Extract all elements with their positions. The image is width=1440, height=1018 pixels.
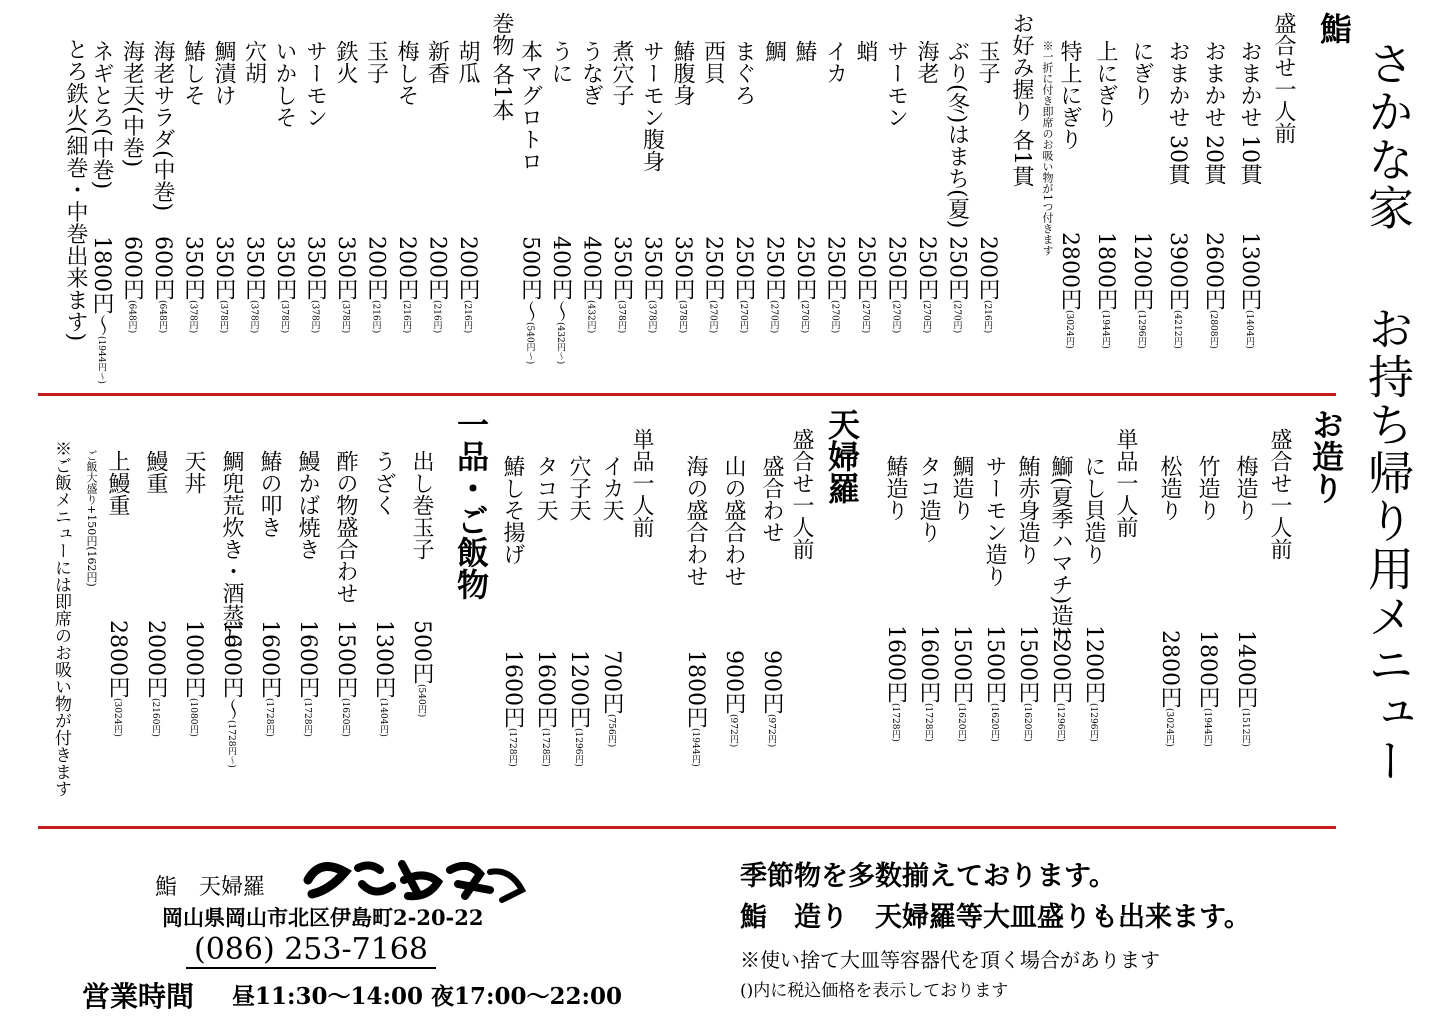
otsukuri-single-price: 1500円(1620円) [982,625,1007,742]
sushi-set-price: 1200円(1296円) [1129,232,1154,349]
ippin-price: 2800円(3024円) [105,620,130,737]
sushi-set-name: おまかせ 10貫 [1237,40,1262,185]
otsukuri-single-name: 鯛造り [949,455,974,521]
tax-included-price: (270円) [921,300,931,334]
tax-included-price: (378円) [646,300,657,334]
sushi-set-price: 3900円(4212円) [1165,232,1190,349]
tax-included-price: (216円) [401,300,411,334]
sushi-heading: 鮨 [1315,12,1353,44]
maki-price: 350円(378円) [272,236,297,334]
tempura-set-name: 盛合わせ [759,455,784,543]
tempura-set-price: 900円(972円) [759,650,784,748]
tax-included-price: (1512円) [1240,708,1250,747]
tax-included-price: (270円) [860,300,870,334]
tempura-single-name: タコ天 [533,455,558,521]
okonomi-name: 本マグロトロ [517,40,543,172]
okonomi-price: 250円(270円) [914,236,939,334]
okonomi-name: 鯛 [761,40,787,62]
tax-included-price: (216円) [370,300,381,334]
okonomi-name: イカ [822,40,848,84]
maki-heading: 巻物 各1本 [489,12,514,121]
tempura-single-name: 穴子天 [566,455,591,521]
tax-included-price: (270円) [707,300,718,334]
tax-included-price: (3024円) [112,698,122,737]
maki-name: 海老サラダ(中巻) [150,40,175,212]
ippin-name: 鯛兜荒炊き・酒蒸し [219,450,244,648]
footer-tags: 鮨 天婦羅 [155,875,266,900]
tempura-set-heading: 盛合せ一人前 [789,428,814,560]
tax-included-price: (270円) [890,300,901,334]
otsukuri-single-price: 1500円(1620円) [949,625,974,742]
okonomi-price: 250円(270円) [822,236,848,334]
otsukuri-set-name: 梅造り [1233,455,1258,521]
okonomi-price: 350円(378円) [639,236,665,334]
maki-name: 胡瓜 [455,40,480,84]
tempura-set-price: 1800円(1944円) [683,650,708,767]
okonomi-name: 西貝 [700,40,726,84]
otsukuri-single-name: タコ造り [916,455,941,543]
hours-value: 昼11:30～14:00 夜17:00～22:00 [232,983,623,1010]
tax-included-price: (1728円) [507,728,517,767]
divider-bottom [38,826,1336,829]
tax-included-price: (1296円) [1136,310,1146,349]
tempura-set-name: 海の盛合わせ [683,455,708,587]
tax-included-price: (3024円) [1164,708,1174,747]
otsukuri-set-name: 竹造り [1195,455,1220,521]
ippin-name: うざく [371,450,396,516]
otsukuri-set-price: 1800円(1944円) [1195,630,1220,747]
tax-included-price: (1944円) [1202,708,1212,747]
tax-included-price: (378円) [248,300,259,334]
tax-included-price: (378円) [279,300,289,334]
otsukuri-single-heading: 単品一人前 [1113,428,1138,538]
tax-included-price: (1296円) [1055,703,1065,742]
maki-name: サーモン [302,40,328,128]
ippin-name: 鰻重 [143,450,168,494]
okonomi-name: 鰆腹身 [670,40,695,106]
tax-included-price: (1728円) [890,703,900,742]
okonomi-price: 250円(270円) [731,236,756,334]
tax-included-price: (756円) [606,714,616,748]
rice-footnote: ※ご飯メニューには即席のお吸い物が付きます [51,440,71,797]
tax-included-price: (378円) [187,300,198,334]
ippin-name: 鰆の叩き [257,450,282,538]
tax-included-price: (1404円) [1244,310,1254,349]
maki-price: 200円(216円) [424,236,450,334]
tax-included-price: (3024円) [1064,310,1074,349]
okonomi-price: 250円(270円) [853,236,878,334]
okonomi-price: 500円～(540円～) [517,236,543,365]
maki-name: 鰆しそ [180,40,206,106]
otsukuri-single-price: 1500円(1620円) [1015,625,1040,742]
container-note: ※使い捨て大皿等容器代を頂く場合があります [740,948,1160,972]
tempura-heading: 天婦羅 [823,408,861,504]
okonomi-price: 250円(270円) [700,236,726,334]
maki-price: 350円(378円) [180,236,206,334]
maki-name: 鉄火 [333,40,358,84]
maki-price: 600円(648円) [150,236,175,334]
okonomi-name: 玉子 [975,40,1000,84]
tax-included-price: (270円) [768,300,779,334]
seasonal-text-2: 鮨 造り 天婦羅等大皿盛りも出来ます。 [740,902,1251,933]
sushi-set-price: 1800円(1944円) [1093,232,1118,349]
sushi-set-name: 上にぎり [1093,40,1118,128]
okonomi-price: 350円(378円) [670,236,695,334]
tax-included-price: (1944円) [690,728,700,767]
tax-included-price: (1620円) [340,698,350,737]
shop-title: さかな家 [1361,40,1415,232]
tax-included-price: (2808円) [1208,310,1218,349]
ippin-price: 1600円～(1728円～) [219,620,244,768]
maki-price: 350円(378円) [211,236,236,334]
tax-included-price: (972円) [728,714,738,748]
okonomi-price: 350円(378円) [609,236,634,334]
okonomi-name: 煮穴子 [609,40,634,106]
ippin-price: 1600円(1728円) [295,620,320,737]
ippin-heading: 一品・ご飯物 [452,408,490,600]
otsukuri-single-name: 鰤(夏季ハマチ)造り [1048,455,1073,649]
tax-included-price: (4212円) [1172,310,1182,349]
okonomi-name: 鰆 [792,40,817,62]
tax-included-price: (432円) [585,300,596,334]
tax-included-price: (1296円) [573,728,583,767]
maki-price: 1800円～(1944円～) [89,236,114,384]
ippin-price: 1000円(1080円) [181,620,206,737]
sushi-set-heading: 盛合せ一人前 [1271,12,1296,144]
tax-included-price: (1620円) [989,703,999,742]
tax-included-price: (972円) [766,714,776,748]
tax-included-price: (216円) [462,300,472,334]
menu-title: お持ち帰り用メニュー [1361,305,1415,785]
tax-included-price: (1728円) [302,698,312,737]
tempura-set-price: 900円(972円) [721,650,746,748]
sushi-set-price: 1300円(1404円) [1237,232,1262,349]
maki-price: 350円(378円) [302,236,328,334]
maki-price: 200円(216円) [363,236,389,334]
ippin-name: 出し巻玉子 [409,450,434,560]
footer-phone: (086) 253-7168 [186,932,436,969]
otsukuri-single-price: 1200円(1296円) [1081,625,1106,742]
sushi-soup-note: ※一折に付き即席のお吸い物が1つ付きます [1041,40,1054,256]
ippin-price: 1500円(1620円) [333,620,358,737]
otsukuri-single-name: にし貝造り [1081,455,1106,565]
ippin-price: 2000円(2160円) [143,620,168,737]
okonomi-name: サーモン [883,40,909,128]
maki-name: 穴胡 [241,40,267,84]
tax-included-price: (540円～) [524,322,535,365]
otsukuri-heading: お造り [1307,408,1345,504]
maki-name: 鯛漬け [211,40,236,106]
tax-included-price: (648円) [126,300,137,334]
okonomi-price: 250円(270円) [944,236,970,334]
okonomi-price: 400円(432円) [578,236,604,334]
okonomi-name: うに [548,40,573,84]
sushi-set-price: 2600円(2808円) [1201,232,1226,349]
okonomi-name: 海老 [914,40,939,84]
okonomi-name: サーモン腹身 [639,40,665,172]
tax-included-price: (1944円～) [96,336,106,384]
ippin-price: 500円(540円) [409,620,434,718]
tax-included-price: (1404円) [378,698,388,737]
otsukuri-single-name: 鮪赤身造り [1015,455,1040,565]
otsukuri-single-price: 1600円(1728円) [916,625,941,742]
tempura-single-price: 700円(756円) [599,650,624,748]
footer-address: 岡山県岡山市北区伊島町2-20-22 [162,905,484,930]
shop-logo [300,850,530,910]
tempura-single-name: イカ天 [599,455,624,521]
tempura-single-price: 1600円(1728円) [533,650,558,767]
tax-included-price: (378円) [616,300,626,334]
okonomi-name: まぐろ [731,40,756,106]
maki-name: 海老天(中巻) [119,40,145,168]
tax-included-price: (1728円～) [226,720,236,768]
tax-included-price: (2160円) [150,698,160,737]
otsukuri-single-price: 1600円(1728円) [883,625,908,742]
tax-included-price: (378円) [340,300,350,334]
tax-included-price: (1728円) [923,703,933,742]
otsukuri-set-price: 1400円(1512円) [1233,630,1258,747]
ippin-name: 天丼 [181,450,206,494]
tax-note: ()内に税込価格を表示しております [740,981,1009,1001]
sushi-set-price: 2800円(3024円) [1057,232,1082,349]
sushi-set-name: 特上にぎり [1057,40,1082,150]
tax-included-price: (270円) [829,300,840,334]
seasonal-text-1: 季節物を多数揃えております。 [740,861,1116,892]
okonomi-price: 250円(270円) [792,236,817,334]
rice-note: ご飯大盛り+150円(162円) [85,450,98,587]
maki-name: ネギとろ(中巻) [89,40,114,190]
tempura-single-price: 1600円(1728円) [500,650,525,767]
tax-included-price: (540円) [416,684,426,718]
tax-included-price: (1728円) [264,698,274,737]
tax-included-price: (270円) [951,300,962,334]
ippin-name: 上鰻重 [105,450,130,516]
tax-included-price: (378円) [218,300,228,334]
okonomi-name: ぶり(冬)はまち(夏) [944,40,970,229]
okonomi-price: 250円(270円) [883,236,909,334]
ippin-name: 鰻かば焼き [295,450,320,560]
tax-included-price: (1620円) [1022,703,1032,742]
tax-included-price: (1728円) [540,728,550,767]
tax-included-price: (648円) [157,300,167,334]
maki-name: 玉子 [363,40,389,84]
tempura-single-name: 鰆しそ揚げ [500,455,525,565]
otsukuri-single-name: サーモン造り [982,455,1007,587]
tax-included-price: (432円～) [555,322,565,365]
tax-included-price: (270円) [799,300,809,334]
maki-price: 200円(216円) [455,236,480,334]
okonomi-name: うなぎ [578,40,604,106]
maki-price: 350円(378円) [333,236,358,334]
ippin-price: 1600円(1728円) [257,620,282,737]
hours-label: 営業時間 [82,980,195,1013]
otsukuri-single-price: 1200円(1296円) [1048,625,1073,742]
tax-included-price: (1296円) [1088,703,1098,742]
tempura-single-price: 1200円(1296円) [566,650,591,767]
otsukuri-set-price: 2800円(3024円) [1157,630,1182,747]
tax-included-price: (270円) [738,300,748,334]
ippin-name: 酢の物盛合わせ [333,450,358,604]
okonomi-price: 400円～(432円～) [548,236,573,365]
okonomi-heading: お好み握り 各1貫 [1009,12,1034,187]
divider-top [38,393,1336,396]
maki-price: 200円(216円) [394,236,419,334]
tax-included-price: (1944円) [1100,310,1110,349]
otsukuri-set-name: 松造り [1157,455,1182,521]
sushi-set-name: おまかせ 20貫 [1201,40,1226,185]
okonomi-name: 蛸 [853,40,878,62]
tax-included-price: (1620円) [956,703,966,742]
maki-price: 350円(378円) [241,236,267,334]
maki-name: 梅しそ [394,40,419,106]
sushi-set-name: おまかせ 30貫 [1165,40,1190,185]
ippin-price: 1300円(1404円) [371,620,396,737]
otsukuri-single-name: 鰆造り [883,455,908,521]
tax-included-price: (216円) [982,300,992,334]
tempura-single-heading: 単品一人前 [629,428,654,538]
okonomi-price: 250円(270円) [761,236,787,334]
sushi-set-name: にぎり [1129,40,1154,106]
otsukuri-set-heading: 盛合せ一人前 [1267,428,1292,560]
tax-included-price: (378円) [677,300,687,334]
maki-name: いかしそ [272,40,297,128]
tax-included-price: (216円) [431,300,442,334]
tempura-set-name: 山の盛合わせ [721,455,746,587]
maki-price: 600円(648円) [119,236,145,334]
maki-name: 新香 [424,40,450,84]
okonomi-price: 200円(216円) [975,236,1000,334]
toro-tekka: とろ鉄火(細巻・中巻出来ます) [63,38,88,342]
tax-included-price: (378円) [309,300,320,334]
tax-included-price: (1080円) [188,698,198,737]
